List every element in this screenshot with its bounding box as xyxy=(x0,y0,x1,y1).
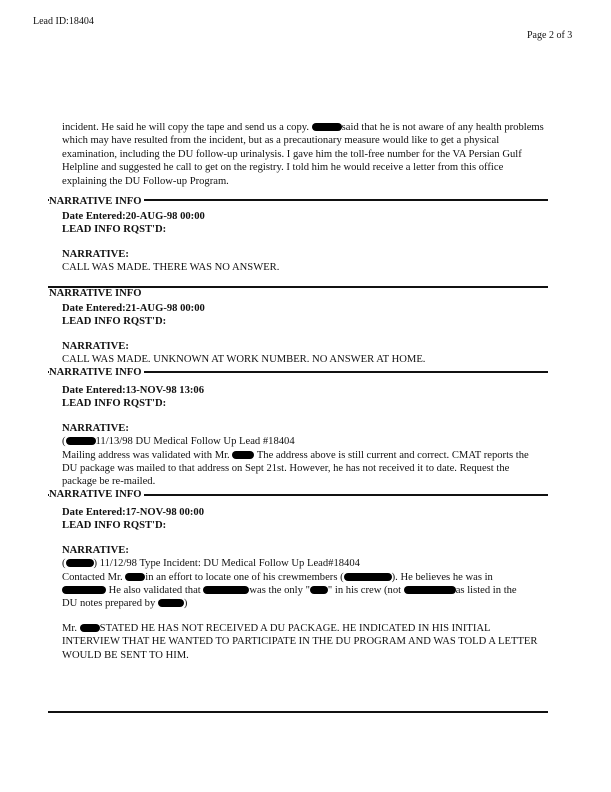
label: Date Entered: xyxy=(62,385,126,396)
label: Date Entered: xyxy=(62,211,126,222)
label: LEAD INFO RQST'D: xyxy=(62,520,167,532)
label: NARRATIVE: xyxy=(62,422,129,434)
label: Date Entered: xyxy=(62,507,126,518)
intro-paragraph xyxy=(62,121,544,188)
redaction xyxy=(125,573,145,581)
redaction xyxy=(404,586,456,594)
text: " in his crew (not xyxy=(327,585,404,597)
label: NARRATIVE: xyxy=(62,248,129,260)
date-entered: 17-NOV-98 00:00 xyxy=(125,507,205,518)
text: which may have resulted from the incident, but as a precautionary measure would like to get a physical xyxy=(62,135,500,147)
narrative-text: CALL WAS MADE. UNKNOWN AT WORK NUMBER. NO ANSWER AT HOME. xyxy=(62,354,426,366)
date-entered: 13-NOV-98 13:06 xyxy=(125,385,205,396)
text: Mailing address was validated with Mr. xyxy=(62,449,233,461)
text: ) 11/12/98 Type Incident: DU Medical Follow Up Lead#18404 xyxy=(93,558,360,570)
text: INTERVIEW THAT HE WANTED TO PARTICIPATE IN THE DU PROGRAM AND WAS TOLD A LETTER xyxy=(62,636,538,648)
text: said that he is not aware of any health problems xyxy=(341,122,544,133)
text: The address above is still current and correct. CMAT reports the xyxy=(254,449,529,461)
text: STATED HE HAS NOT RECEIVED A DU PACKAGE. HE INDICATED IN HIS INITIAL xyxy=(99,622,491,634)
redaction xyxy=(310,586,328,594)
narrative-text: CALL WAS MADE. THERE WAS NO ANSWER. xyxy=(62,262,280,274)
text: package be re-mailed. xyxy=(62,476,156,488)
redaction xyxy=(80,624,100,632)
redaction xyxy=(66,559,94,567)
text: Contacted Mr. xyxy=(62,571,126,583)
text: incident. He said he will copy the tape and send us a copy. xyxy=(62,122,312,133)
redaction xyxy=(203,586,249,594)
label: NARRATIVE: xyxy=(62,340,129,352)
redaction xyxy=(62,586,106,594)
redaction xyxy=(66,437,96,445)
narrative-section-3: Date Entered:13-NOV-98 13:06 LEAD INFO RQST'D: NARRATIVE: ( 11/13/98 DU Medical Follow Up Lead #18404 Mailing address was validated with Mr. The address above is still current and correct. CMAT reports the DU package was mailed to that address on Sept 21st. However, he has not received it to date. Request the package be re-mailed. xyxy=(62,385,529,488)
text: WOULD BE SENT TO HIM. xyxy=(62,649,189,661)
narrative-section-4: Date Entered:17-NOV-98 00:00 LEAD INFO RQST'D: NARRATIVE: ( ) 11/12/98 Type Incident: DU Medical Follow Up Lead#18404 Contacted Mr. in an effort to locate one of his crewmembers ( ). He believes he was in He also validated that was the only " " in his crew (not as listed in the DU notes prepared by ) Mr. STATED HE HAS NOT RECEIVED A DU PACKAGE. HE INDICATED IN HIS INITIAL INTERVIEW THAT HE WANTED TO PARTICIPATE IN THE DU PROGRAM AND WAS TOLD A LETTER WOULD BE SENT TO HIM. xyxy=(62,507,538,661)
text: DU notes prepared by xyxy=(62,598,158,610)
text: as listed in the xyxy=(455,585,517,597)
label: LEAD INFO RQST'D: xyxy=(62,316,167,328)
page-number: Page 2 of 3 xyxy=(527,30,573,41)
section-heading: NARRATIVE INFO xyxy=(49,489,142,500)
redaction xyxy=(158,599,184,607)
text: Helpline and suggested he call to get on the registry. I told him he would receive a letter from this office xyxy=(62,162,504,174)
text: explaining the DU Follow-up Program. xyxy=(62,175,229,187)
text: examination, including the DU follow-up urinalysis. I gave him the toll-free number for the VA Persian Gulf xyxy=(62,148,522,160)
text: Mr. xyxy=(62,622,80,634)
redaction xyxy=(312,123,342,131)
section-heading: NARRATIVE INFO xyxy=(49,367,142,378)
text: was the only " xyxy=(249,585,310,597)
section-heading: NARRATIVE INFO xyxy=(49,288,142,299)
bottom-divider xyxy=(48,711,548,713)
label: Date Entered: xyxy=(62,303,126,314)
label: LEAD INFO RQST'D: xyxy=(62,398,167,410)
date-entered: 21-AUG-98 00:00 xyxy=(125,303,205,314)
text: He also validated that xyxy=(106,585,204,597)
narrative-section-1 xyxy=(62,210,279,275)
text: DU package was mailed to that address on Sept 21st. However, he has not received it to date. Request the xyxy=(62,463,510,475)
text: 11/13/98 DU Medical Follow Up Lead #18404 xyxy=(95,436,295,448)
text: ). He believes he was in xyxy=(391,571,493,583)
label: NARRATIVE: xyxy=(62,544,129,556)
narrative-section-2 xyxy=(62,302,425,367)
text: in an effort to locate one of his crewmembers ( xyxy=(145,571,344,583)
lead-id: Lead ID:18404 xyxy=(33,16,94,27)
section-heading: NARRATIVE INFO xyxy=(49,196,142,207)
redaction xyxy=(344,573,392,581)
redaction xyxy=(232,451,254,459)
date-entered: 20-AUG-98 00:00 xyxy=(125,211,205,222)
label: LEAD INFO RQST'D: xyxy=(62,224,167,236)
